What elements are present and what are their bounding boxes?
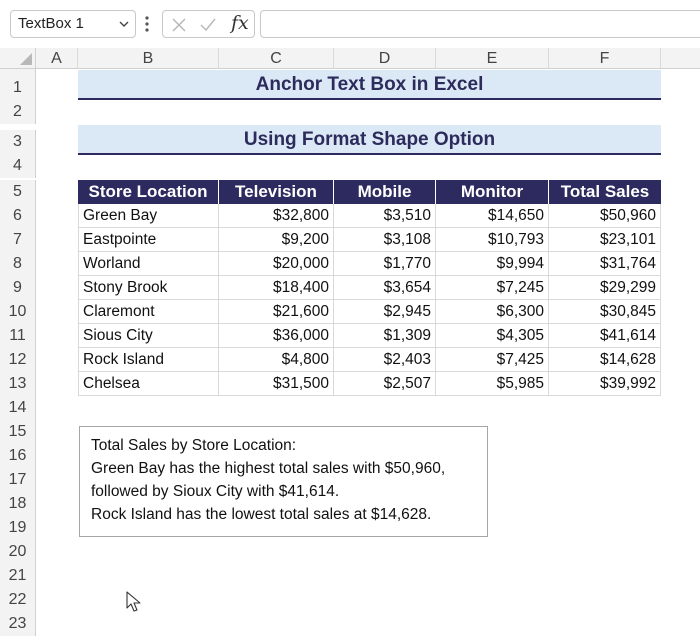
table-cell[interactable]: $20,000 [219,252,334,276]
table-cell[interactable]: $7,425 [436,348,549,372]
table-header-store-location[interactable]: Store Location [78,180,219,204]
row-header[interactable]: 9 [0,276,36,300]
table-cell[interactable]: $3,510 [334,204,436,228]
column-header-a[interactable]: A [36,48,78,69]
table-header-mobile[interactable]: Mobile [334,180,436,204]
table-cell[interactable]: $31,500 [219,372,334,396]
formula-buttons [162,10,255,38]
table-cell[interactable]: $14,628 [549,348,661,372]
table-cell[interactable]: $2,403 [334,348,436,372]
row-header[interactable]: 16 [0,444,36,468]
table-cell[interactable]: $4,305 [436,324,549,348]
row-header[interactable]: 22 [0,588,36,612]
table-cell[interactable]: $41,614 [549,324,661,348]
row-header-gap [0,69,36,76]
name-box-value: TextBox 1 [18,15,84,32]
row-header[interactable]: 19 [0,516,36,540]
row-header[interactable]: 2 [0,100,36,124]
row-header[interactable]: 8 [0,252,36,276]
table-cell[interactable]: Sious City [78,324,219,348]
row-header[interactable]: 10 [0,300,36,324]
row-header[interactable]: 14 [0,396,36,420]
text-box[interactable] [79,426,488,537]
table-header-total-sales[interactable]: Total Sales [549,180,661,204]
table-cell[interactable]: $3,654 [334,276,436,300]
table-cell[interactable]: $36,000 [219,324,334,348]
row-header[interactable]: 4 [0,154,36,178]
table-cell[interactable]: Claremont [78,300,219,324]
row-header[interactable]: 13 [0,372,36,396]
table-cell[interactable]: $3,108 [334,228,436,252]
title-banner[interactable]: Anchor Text Box in Excel [78,70,661,100]
table-header-television[interactable]: Television [219,180,334,204]
table-header-monitor[interactable]: Monitor [436,180,549,204]
table-cell[interactable]: $50,960 [549,204,661,228]
row-header[interactable]: 17 [0,468,36,492]
table-cell[interactable]: $31,764 [549,252,661,276]
insert-function-button[interactable]: fx [231,12,249,34]
row-header[interactable]: 21 [0,564,36,588]
row-header[interactable]: 3 [0,130,36,154]
table-cell[interactable]: $1,770 [334,252,436,276]
table-cell[interactable]: $18,400 [219,276,334,300]
table-cell[interactable]: $9,994 [436,252,549,276]
formula-input[interactable] [260,10,700,38]
row-header[interactable]: 7 [0,228,36,252]
row-header[interactable]: 5 [0,180,36,204]
table-cell[interactable]: $32,800 [219,204,334,228]
table-cell[interactable]: Chelsea [78,372,219,396]
row-header[interactable]: 20 [0,540,36,564]
table-cell[interactable]: $6,300 [436,300,549,324]
table-cell[interactable]: $30,845 [549,300,661,324]
table-cell[interactable]: $23,101 [549,228,661,252]
table-cell[interactable]: $14,650 [436,204,549,228]
text-box-line: Total Sales by Store Location: [91,437,297,454]
table-cell[interactable]: $2,507 [334,372,436,396]
row-header[interactable]: 6 [0,204,36,228]
table-cell[interactable]: Rock Island [78,348,219,372]
column-header-f[interactable]: F [549,48,661,69]
table-cell[interactable]: $29,299 [549,276,661,300]
name-box[interactable] [10,10,136,38]
table-cell[interactable]: $7,245 [436,276,549,300]
subtitle-banner[interactable]: Using Format Shape Option [78,125,661,155]
table-cell[interactable]: Eastpointe [78,228,219,252]
table-cell[interactable]: $9,200 [219,228,334,252]
chevron-down-icon[interactable] [119,20,129,28]
text-box-line: Rock Island has the lowest total sales at $14,628. [91,506,432,523]
row-header[interactable]: 11 [0,324,36,348]
table-cell[interactable]: $10,793 [436,228,549,252]
more-options-icon[interactable] [145,15,149,33]
column-header-b[interactable]: B [78,48,219,69]
row-header[interactable]: 15 [0,420,36,444]
column-header-e[interactable]: E [436,48,549,69]
table-cell[interactable]: $2,945 [334,300,436,324]
row-header[interactable]: 23 [0,612,36,636]
row-header[interactable]: 1 [0,76,36,100]
select-all-button[interactable] [0,48,36,69]
table-cell[interactable]: $1,309 [334,324,436,348]
row-header[interactable]: 18 [0,492,36,516]
table-cell[interactable]: Worland [78,252,219,276]
formula-bar [0,0,700,48]
confirm-icon[interactable] [199,17,217,33]
cancel-icon[interactable] [171,17,187,33]
table-cell[interactable]: Green Bay [78,204,219,228]
table-cell[interactable]: $21,600 [219,300,334,324]
table-cell[interactable]: $4,800 [219,348,334,372]
table-cell[interactable]: Stony Brook [78,276,219,300]
column-header-c[interactable]: C [219,48,334,69]
column-header-d[interactable]: D [334,48,436,69]
text-box-line: Green Bay has the highest total sales with $50,960, [91,460,446,477]
table-cell[interactable]: $5,985 [436,372,549,396]
mouse-pointer-icon [126,591,142,613]
column-header-g[interactable] [661,48,700,69]
text-box-line: followed by Sioux City with $41,614. [91,483,340,500]
row-header[interactable]: 12 [0,348,36,372]
table-cell[interactable]: $39,992 [549,372,661,396]
